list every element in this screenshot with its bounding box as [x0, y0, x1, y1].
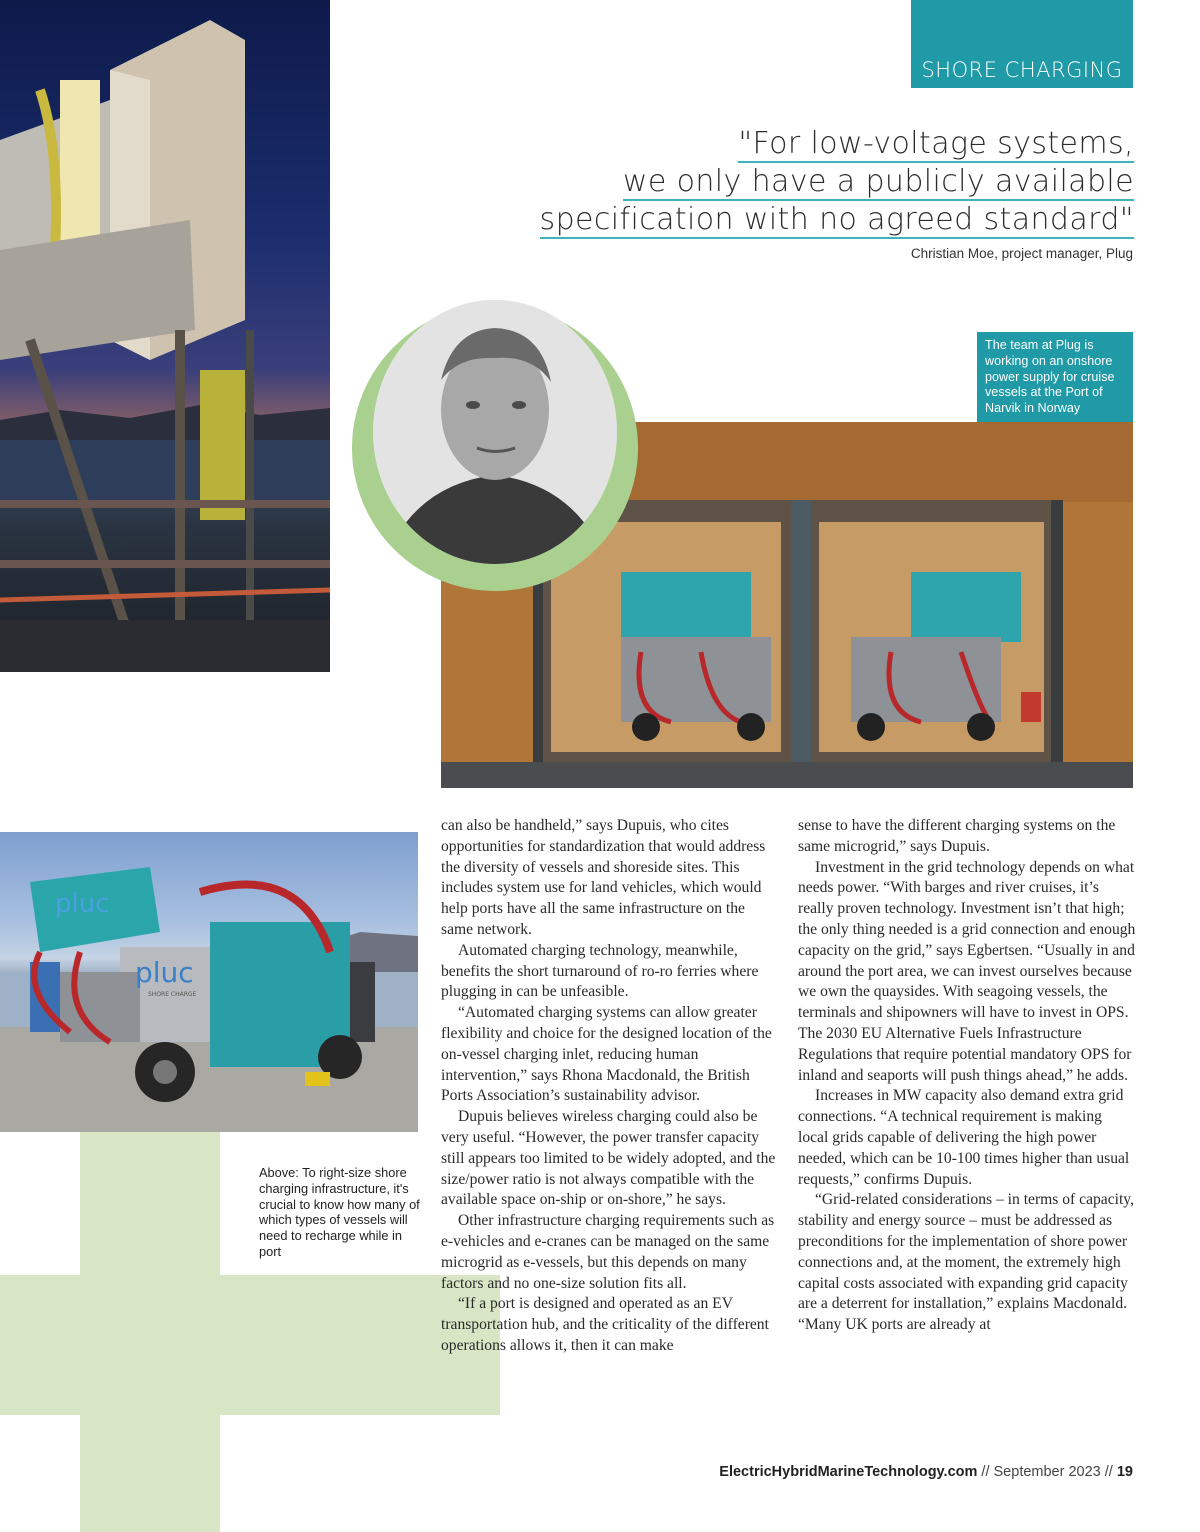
charging-tower-illustration	[0, 0, 330, 672]
body-paragraph: Increases in MW capacity also demand extra grid connections. “A technical requirement is making local grids capable of delivering the high power needed, which can be 10-100 times higher than usual requests,” confirms Dupuis.	[798, 1087, 1130, 1188]
body-paragraph: Dupuis believes wireless charging could also be very useful. “However, the power transfer capacity still appears too limited to be widely adopted, and the size/power ratio is not always compatible with the available space on-ship or on-shore,” he says.	[441, 1108, 776, 1209]
pull-quote-attribution: Christian Moe, project manager, Plug	[910, 246, 1133, 261]
footer-date: September 2023	[993, 1464, 1101, 1480]
body-paragraph: Other infrastructure charging requirements such as e-vehicles and e-cranes can be managed on the same microgrid as e-vessels, but this depends on many factors and no one-size solution fits all.	[441, 1212, 775, 1292]
pull-quote-line-2: we only have a publicly available	[622, 164, 1134, 199]
portrait-illustration	[373, 300, 617, 564]
body-column-1	[441, 816, 780, 1357]
page-footer	[719, 1464, 1133, 1480]
body-paragraph: sense to have the different charging systems on the same microgrid,” says Dupuis.	[798, 817, 1116, 855]
section-tab	[911, 0, 1133, 88]
body-paragraph: “If a port is designed and operated as an EV transportation hub, and the criticality of the different operations allows it, then it can make	[441, 1295, 769, 1354]
body-paragraph: “Automated charging systems can allow greater flexibility and choice for the designed location of the on-vessel charging inlet, reducing human intervention,” says Rhona Macdonald, the British Ports Association’s sustainability advisor.	[441, 1004, 772, 1105]
truck-logo-side: pluc	[135, 956, 194, 989]
body-paragraph: Investment in the grid technology depends on what needs power. “With barges and river cruises, it’s really proven technology. Investment isn’t that high; the only thing needed is a grid connection and enough capacity on the grid,” says Egbertsen. “Usually in and around the port area, we can invest ourselves because we own the quaysides. With seagoing vessels, the terminals and shipowners will have to invest in OPS. The 2030 EU Alternative Fuels Infrastructure Regulations that require potential mandatory OPS for inland and seaports will push things ahead,” he adds.	[798, 858, 1136, 1084]
truck-logo-subtext: SHORE CHARGE	[148, 991, 197, 998]
portrait-photo	[373, 300, 617, 564]
pull-quote-line-3: specification with no agreed standard"	[539, 202, 1134, 237]
pull-quote	[494, 125, 1134, 239]
section-label: SHORE CHARGING	[921, 58, 1123, 82]
body-paragraph: can also be handheld,” says Dupuis, who cites opportunities for standardization that would address the diversity of vessels and shoreside sites. This includes system use for land vehicles, which would help ports have all the same infrastructure on the same network.	[441, 817, 766, 938]
footer-site: ElectricHybridMarineTechnology.com	[719, 1464, 978, 1480]
body-paragraph: “Grid-related considerations – in terms of capacity, stability and energy source – must be addressed as preconditions for the implementation of shore power connections and, at the moment, the extremely high capital costs associated with expanding grid capacity are a deterrent for installation,” explains Macdonald. “Many UK ports are already at	[798, 1191, 1134, 1334]
caption-right-size: Above: To right-size shore charging infrastructure, it's crucial to know how many of which types of vessels will need to recharge while in port	[259, 1165, 420, 1259]
body-column-2	[798, 816, 1136, 1336]
truck-logo-top: pluc	[55, 889, 110, 919]
footer-separator: //	[977, 1464, 994, 1480]
truck-illustration	[0, 832, 418, 1132]
decorative-green-shape-horizontal	[0, 1275, 500, 1415]
caption-narvik: The team at Plug is working on an onshore power supply for cruise vessels at the Port of Narvik in Norway	[977, 332, 1133, 422]
footer-separator: //	[1100, 1464, 1117, 1480]
charging-tower-photo	[0, 0, 330, 672]
body-paragraph: Automated charging technology, meanwhile, benefits the short turnaround of ro-ro ferries where plugging in can be unfeasible.	[441, 941, 759, 1001]
page-number: 19	[1116, 1464, 1133, 1480]
pull-quote-line-1: "For low-voltage systems,	[738, 126, 1134, 161]
mobile-charging-truck-photo	[0, 832, 418, 1132]
